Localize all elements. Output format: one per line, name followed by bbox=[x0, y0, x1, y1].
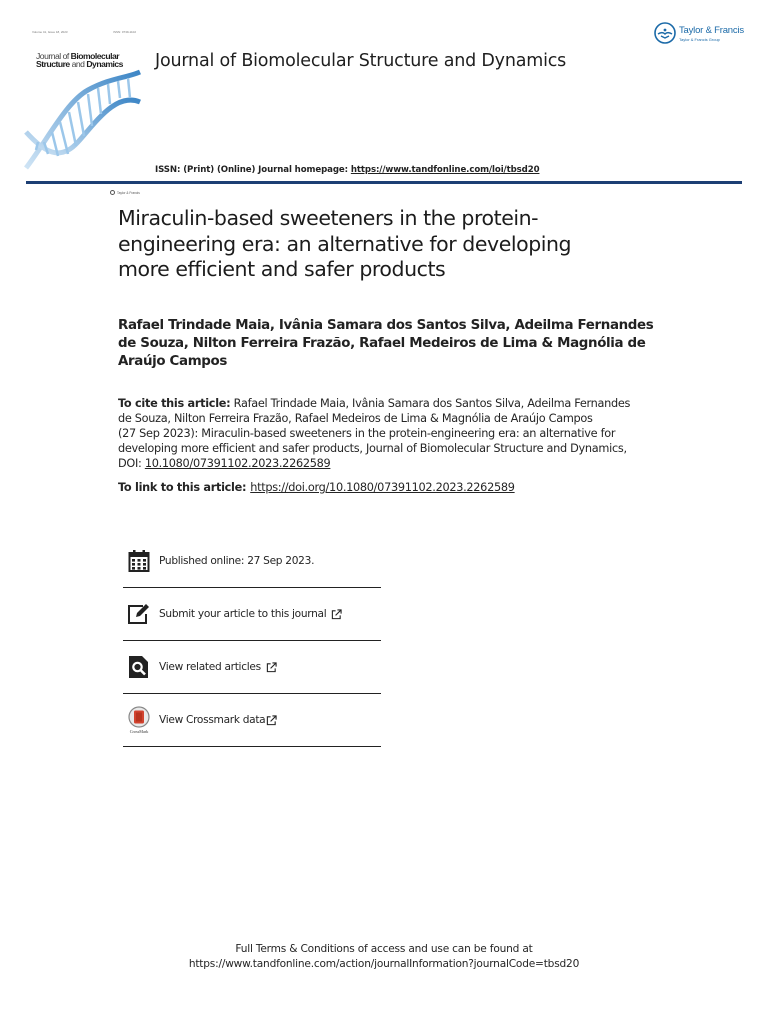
dna-helix-image bbox=[26, 72, 140, 178]
citation-block bbox=[118, 396, 658, 471]
cite-label: To cite this article: bbox=[118, 397, 231, 410]
article-link-line bbox=[118, 481, 658, 494]
article-doi-url-link[interactable]: https://doi.org/10.1080/07391102.2023.2262589 bbox=[250, 481, 515, 494]
article-title-line: engineering era: an alternative for developing bbox=[118, 231, 572, 256]
journal-name: Journal of Biomolecular Structure and Dynamics bbox=[155, 51, 567, 71]
journal-homepage-link[interactable]: https://www.tandfonline.com/loi/tbsd20 bbox=[350, 165, 540, 175]
article-authors bbox=[118, 317, 658, 371]
external-link-icon bbox=[331, 609, 342, 620]
terms-footer bbox=[0, 942, 768, 972]
issn-homepage-line bbox=[155, 165, 539, 175]
header-divider bbox=[26, 181, 742, 184]
cover-publisher-text: Taylor & Francis bbox=[117, 190, 140, 195]
crossmark-link[interactable] bbox=[159, 714, 277, 726]
cover-issue-text: Volume 41, Issue 18, 2023 bbox=[32, 30, 68, 34]
crossmark-icon bbox=[127, 707, 151, 733]
citation-line: developing more efficient and safer products, Journal of Biomolecular Structure and Dynamics, bbox=[118, 442, 627, 455]
cover-title-light: and bbox=[71, 59, 85, 69]
link-label: To link to this article: bbox=[118, 481, 247, 494]
authors-line: Araújo Campos bbox=[118, 354, 228, 369]
cover-top-line bbox=[32, 30, 136, 36]
authors-line: de Souza, Nilton Ferreira Frazão, Rafael Medeiros de Lima & Magnólia de bbox=[118, 336, 646, 351]
citation-line: (27 Sep 2023): Miraculin-based sweeteners in the protein-engineering era: an alternative for bbox=[118, 427, 616, 440]
article-title bbox=[118, 206, 638, 283]
article-actions-list bbox=[123, 535, 381, 747]
calendar-icon bbox=[127, 548, 151, 574]
published-online-label: Published online: 27 Sep 2023. bbox=[159, 555, 315, 567]
submit-article-label: Submit your article to this journal bbox=[159, 608, 327, 620]
publisher-name: Taylor & Francis bbox=[679, 24, 744, 36]
issn-prefix: ISSN: (Print) (Online) Journal homepage: bbox=[155, 165, 351, 175]
cover-title-bold: Structure bbox=[36, 59, 70, 69]
cover-issn-text: ISSN: 0739-1102 bbox=[113, 30, 136, 34]
related-articles-label: View related articles bbox=[159, 661, 261, 673]
submit-article-link[interactable] bbox=[159, 608, 342, 620]
cover-title-bold: Biomolecular bbox=[70, 51, 120, 61]
cover-publisher bbox=[110, 190, 140, 195]
submit-article-row[interactable] bbox=[123, 588, 381, 641]
edit-icon bbox=[127, 601, 151, 627]
svg-text:CrossMark: CrossMark bbox=[129, 729, 149, 734]
crossmark-label: View Crossmark data bbox=[159, 714, 266, 726]
crossmark-row[interactable] bbox=[123, 694, 381, 747]
terms-footer-line: Full Terms & Conditions of access and use can be found at bbox=[235, 943, 533, 955]
authors-line: Rafael Trindade Maia, Ivânia Samara dos Santos Silva, Adeilma Fernandes bbox=[118, 318, 654, 333]
citation-line: Rafael Trindade Maia, Ivânia Samara dos Santos Silva, Adeilma Fernandes bbox=[230, 397, 631, 410]
cover-title-bold: Dynamics bbox=[86, 59, 123, 69]
publisher-logo[interactable] bbox=[654, 22, 744, 44]
related-articles-row[interactable] bbox=[123, 641, 381, 694]
citation-line: de Souza, Nilton Ferreira Frazão, Rafael Medeiros de Lima & Magnólia de Araújo Campos bbox=[118, 412, 593, 425]
article-title-line: Miraculin-based sweeteners in the protein- bbox=[118, 206, 539, 230]
published-online-row bbox=[123, 535, 381, 588]
journal-cover-thumbnail bbox=[26, 28, 140, 195]
cover-title-light: Journal of bbox=[36, 51, 69, 61]
article-title-line: more efficient and safer products bbox=[118, 257, 446, 281]
doi-prefix: DOI: bbox=[118, 457, 145, 470]
doi-link[interactable]: 10.1080/07391102.2023.2262589 bbox=[144, 457, 331, 470]
cover-title bbox=[36, 52, 140, 68]
search-icon bbox=[127, 654, 151, 680]
taylor-francis-icon bbox=[654, 22, 676, 44]
related-articles-link[interactable] bbox=[159, 661, 277, 673]
terms-footer-url[interactable]: https://www.tandfonline.com/action/journalInformation?journalCode=tbsd20 bbox=[188, 958, 580, 970]
external-link-icon bbox=[266, 662, 277, 673]
external-link-icon bbox=[266, 715, 277, 726]
publisher-group: Taylor & Francis Group bbox=[679, 36, 720, 42]
cover-publisher-logo bbox=[110, 190, 115, 195]
